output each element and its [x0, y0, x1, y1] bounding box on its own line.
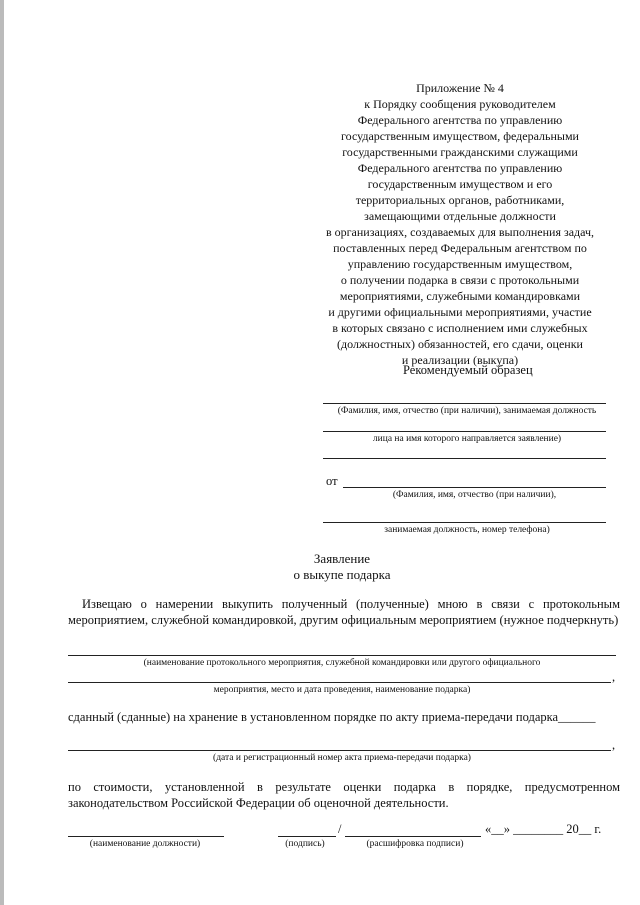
from-line[interactable]	[343, 487, 606, 488]
slash-separator: /	[338, 822, 342, 836]
comma-mark: ,	[612, 670, 616, 684]
header-line: к Порядку сообщения руководителем	[364, 97, 556, 111]
header-line: Федерального агентства по управлению	[357, 161, 563, 175]
caption-event-details: мероприятия, место и дата проведения, наименование подарка)	[213, 685, 471, 695]
header-line: управлению государственным имуществом,	[347, 257, 573, 271]
header-line: о получении подарка в связи с протокольными	[340, 273, 580, 287]
intent-paragraph: Извещаю о намерении выкупить полученный (полученные) мною в связи с протокольным мероприятием, служебной командировкой, другим официальным мероприятием (нужное подчеркнуть)	[68, 597, 620, 627]
header-line: (должностных) обязанностей, его сдачи, оценки	[337, 337, 583, 351]
event-line-2[interactable]	[68, 682, 611, 683]
header-line: государственным имуществом, федеральными	[341, 129, 579, 143]
comma-mark-2: ,	[612, 738, 616, 752]
appendix-header	[300, 80, 620, 368]
event-line-1[interactable]	[68, 655, 616, 656]
signature-line[interactable]	[278, 836, 336, 837]
statement-title: Заявление	[313, 551, 371, 566]
act-line[interactable]	[68, 750, 611, 751]
header-line: государственными гражданскими служащими	[342, 145, 578, 159]
header-line: и другими официальными мероприятиями, участие	[328, 305, 592, 319]
date-field[interactable]: «__» ________ 20__ г.	[485, 822, 602, 836]
caption-signature-decoding: (расшифровка подписи)	[366, 839, 464, 849]
addressee-line-2[interactable]	[323, 431, 606, 432]
caption-signature: (подпись)	[285, 839, 325, 849]
appendix-number: Приложение № 4	[416, 81, 504, 95]
caption-act-number: (дата и регистрационный номер акта приема-передачи подарка)	[213, 753, 471, 763]
header-line: Федерального агентства по управлению	[357, 113, 563, 127]
header-line: мероприятиями, служебными командировками	[339, 289, 581, 303]
statement-subtitle: о выкупе подарка	[293, 567, 391, 582]
caption-position: (наименование должности)	[89, 839, 201, 849]
position-line[interactable]	[68, 836, 224, 837]
from-label: от	[326, 474, 338, 488]
header-line: в организациях, создаваемых для выполнения задач,	[325, 225, 595, 239]
caption-addressee-person: лица на имя которого направляется заявление)	[372, 434, 562, 444]
header-line: замещающими отдельные должности	[364, 209, 556, 223]
addressee-line-3[interactable]	[323, 458, 606, 459]
handed-over-text: сданный (сданные) на хранение в установленном порядке по акту приема-передачи подарка______	[68, 710, 596, 724]
valuation-paragraph: по стоимости, установленной в результате оценки подарка в порядке, предусмотренном законодательством Российской Федерации об оценочной деятельности.	[68, 780, 620, 810]
header-line: территориальных органов, работниками,	[355, 193, 565, 207]
caption-sender-position: занимаемая должность, номер телефона)	[384, 525, 550, 535]
addressee-line-1[interactable]	[323, 403, 606, 404]
caption-event-name: (наименование протокольного мероприятия, служебной командировки или другого официального	[143, 658, 541, 668]
header-line: и реализации (выкупа)	[401, 353, 519, 367]
signature-decoding-line[interactable]	[345, 836, 481, 837]
header-line: государственным имуществом и его	[367, 177, 553, 191]
caption-addressee-name: (Фамилия, имя, отчество (при наличии), занимаемая должность	[337, 406, 597, 416]
caption-sender-name: (Фамилия, имя, отчество (при наличии),	[392, 490, 557, 500]
sample-label: Рекомендуемый образец	[403, 363, 533, 377]
header-line: поставленных перед Федеральным агентством по	[333, 241, 587, 255]
sender-line-2[interactable]	[323, 522, 606, 523]
scan-edge	[0, 0, 4, 905]
header-line: в которых связано с исполнением ими служебных	[332, 321, 588, 335]
